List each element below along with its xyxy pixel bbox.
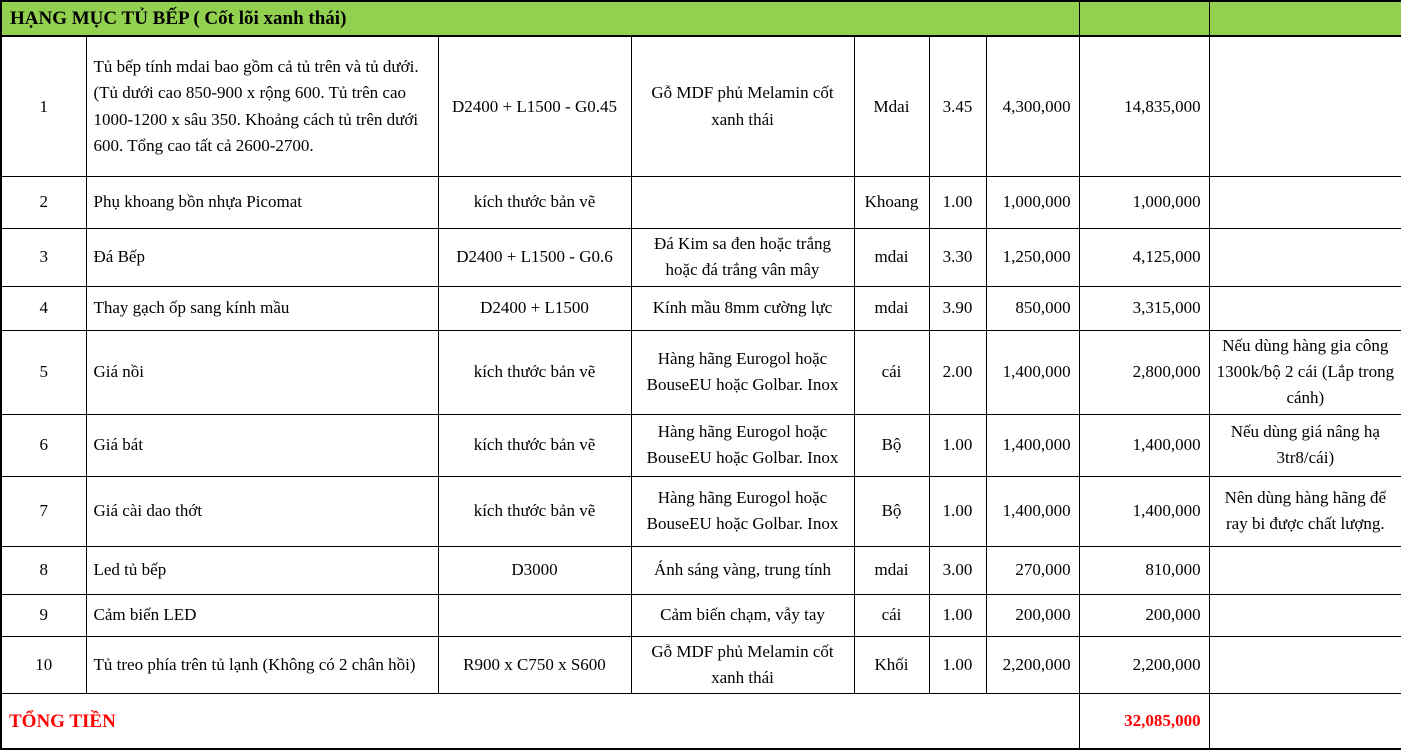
cell-unit: mdai: [854, 286, 929, 330]
cell-stt: 9: [1, 594, 86, 636]
table-row: [1, 594, 1401, 636]
cell-stt: 1: [1, 36, 86, 176]
cell-note: [1209, 636, 1401, 694]
table-row: [1, 36, 1401, 176]
cell-stt: 8: [1, 546, 86, 594]
cell-dimensions: kích thước bản vẽ: [438, 176, 631, 228]
cell-unit: Khối: [854, 636, 929, 694]
cell-description: Cảm biến LED: [86, 594, 438, 636]
cell-description: Thay gạch ốp sang kính mầu: [86, 286, 438, 330]
cell-dimensions: [438, 594, 631, 636]
cell-unit: Khoang: [854, 176, 929, 228]
cell-amount: 2,200,000: [1079, 636, 1209, 694]
cell-dimensions: D2400 + L1500: [438, 286, 631, 330]
cell-note: [1209, 228, 1401, 286]
cell-note: [1209, 594, 1401, 636]
title-spacer-amount-cell: [1079, 1, 1209, 36]
cell-material: [631, 176, 854, 228]
cell-quantity: 1.00: [929, 594, 986, 636]
total-amount: 32,085,000: [1079, 694, 1209, 750]
table-row: [1, 476, 1401, 546]
cell-unit-price: 270,000: [986, 546, 1079, 594]
cell-quantity: 3.00: [929, 546, 986, 594]
cell-unit-price: 1,000,000: [986, 176, 1079, 228]
cell-material: Đá Kim sa đen hoặc trắng hoặc đá trắng vân mây: [631, 228, 854, 286]
cell-dimensions: D2400 + L1500 - G0.45: [438, 36, 631, 176]
cell-amount: 14,835,000: [1079, 36, 1209, 176]
cell-unit: cái: [854, 594, 929, 636]
total-note-cell: [1209, 694, 1401, 750]
cell-description: Giá cài dao thớt: [86, 476, 438, 546]
cell-stt: 5: [1, 330, 86, 414]
cell-amount: 2,800,000: [1079, 330, 1209, 414]
cell-dimensions: kích thước bản vẽ: [438, 414, 631, 476]
cell-material: Gỗ MDF phủ Melamin cốt xanh thái: [631, 636, 854, 694]
cell-quantity: 2.00: [929, 330, 986, 414]
cell-note: Nên dùng hàng hãng để ray bi được chất lượng.: [1209, 476, 1401, 546]
cell-unit-price: 1,400,000: [986, 330, 1079, 414]
cell-description: Tủ bếp tính mdai bao gồm cả tủ trên và tủ dưới. (Tủ dưới cao 850-900 x rộng 600. Tủ trên cao 1000-1200 x sâu 350. Khoảng cách tủ trên dưới 600. Tổng cao tất cả 2600-2700.: [86, 36, 438, 176]
cell-unit: Bộ: [854, 476, 929, 546]
cell-material: Ánh sáng vàng, trung tính: [631, 546, 854, 594]
cell-quantity: 3.90: [929, 286, 986, 330]
cell-unit-price: 200,000: [986, 594, 1079, 636]
table-row: [1, 330, 1401, 414]
table-row: [1, 546, 1401, 594]
cell-quantity: 3.45: [929, 36, 986, 176]
cell-amount: 4,125,000: [1079, 228, 1209, 286]
cell-amount: 810,000: [1079, 546, 1209, 594]
cell-description: Giá nồi: [86, 330, 438, 414]
cell-amount: 1,400,000: [1079, 476, 1209, 546]
title-spacer-note-cell: [1209, 1, 1401, 36]
cell-amount: 3,315,000: [1079, 286, 1209, 330]
cell-note: [1209, 36, 1401, 176]
cell-description: Giá bát: [86, 414, 438, 476]
cell-quantity: 1.00: [929, 414, 986, 476]
cell-unit-price: 2,200,000: [986, 636, 1079, 694]
cell-description: Led tủ bếp: [86, 546, 438, 594]
table-row: [1, 286, 1401, 330]
cell-dimensions: R900 x C750 x S600: [438, 636, 631, 694]
cell-amount: 1,400,000: [1079, 414, 1209, 476]
cell-unit-price: 1,400,000: [986, 414, 1079, 476]
cell-note: [1209, 176, 1401, 228]
cell-unit: Mdai: [854, 36, 929, 176]
cell-quantity: 1.00: [929, 636, 986, 694]
cell-unit-price: 850,000: [986, 286, 1079, 330]
cell-stt: 7: [1, 476, 86, 546]
cell-stt: 6: [1, 414, 86, 476]
cell-dimensions: D2400 + L1500 - G0.6: [438, 228, 631, 286]
table-title: HẠNG MỤC TỦ BẾP ( Cốt lõi xanh thái): [1, 1, 1079, 36]
cell-note: Nếu dùng giá nâng hạ 3tr8/cái): [1209, 414, 1401, 476]
cell-material: Kính mầu 8mm cường lực: [631, 286, 854, 330]
cell-unit: mdai: [854, 546, 929, 594]
cell-unit-price: 4,300,000: [986, 36, 1079, 176]
cell-unit: Bộ: [854, 414, 929, 476]
cell-stt: 3: [1, 228, 86, 286]
cell-note: Nếu dùng hàng gia công 1300k/bộ 2 cái (Lắp trong cánh): [1209, 330, 1401, 414]
cell-dimensions: D3000: [438, 546, 631, 594]
table-row: [1, 176, 1401, 228]
cell-stt: 10: [1, 636, 86, 694]
cell-amount: 1,000,000: [1079, 176, 1209, 228]
cell-material: Gỗ MDF phủ Melamin cốt xanh thái: [631, 36, 854, 176]
table-title-row: [1, 1, 1401, 36]
cell-material: Hàng hãng Eurogol hoặc BouseEU hoặc Golbar. Inox: [631, 414, 854, 476]
cell-stt: 4: [1, 286, 86, 330]
cell-unit-price: 1,400,000: [986, 476, 1079, 546]
cell-description: Đá Bếp: [86, 228, 438, 286]
cell-dimensions: kích thước bản vẽ: [438, 330, 631, 414]
cell-stt: 2: [1, 176, 86, 228]
total-row: [1, 694, 1401, 750]
cell-note: [1209, 546, 1401, 594]
total-label: TỔNG TIỀN: [1, 694, 1079, 750]
cell-note: [1209, 286, 1401, 330]
cell-material: Hàng hãng Eurogol hoặc BouseEU hoặc Golbar. Inox: [631, 476, 854, 546]
cell-quantity: 1.00: [929, 476, 986, 546]
table-row: [1, 636, 1401, 694]
cell-unit-price: 1,250,000: [986, 228, 1079, 286]
cell-quantity: 1.00: [929, 176, 986, 228]
cell-description: Phụ khoang bồn nhựa Picomat: [86, 176, 438, 228]
cell-unit: cái: [854, 330, 929, 414]
table-row: [1, 414, 1401, 476]
cell-material: Hàng hãng Eurogol hoặc BouseEU hoặc Golbar. Inox: [631, 330, 854, 414]
cell-material: Cảm biến chạm, vẫy tay: [631, 594, 854, 636]
cell-unit: mdai: [854, 228, 929, 286]
cell-dimensions: kích thước bản vẽ: [438, 476, 631, 546]
table-row: [1, 228, 1401, 286]
cell-quantity: 3.30: [929, 228, 986, 286]
cell-description: Tủ treo phía trên tủ lạnh (Không có 2 chân hồi): [86, 636, 438, 694]
cell-amount: 200,000: [1079, 594, 1209, 636]
